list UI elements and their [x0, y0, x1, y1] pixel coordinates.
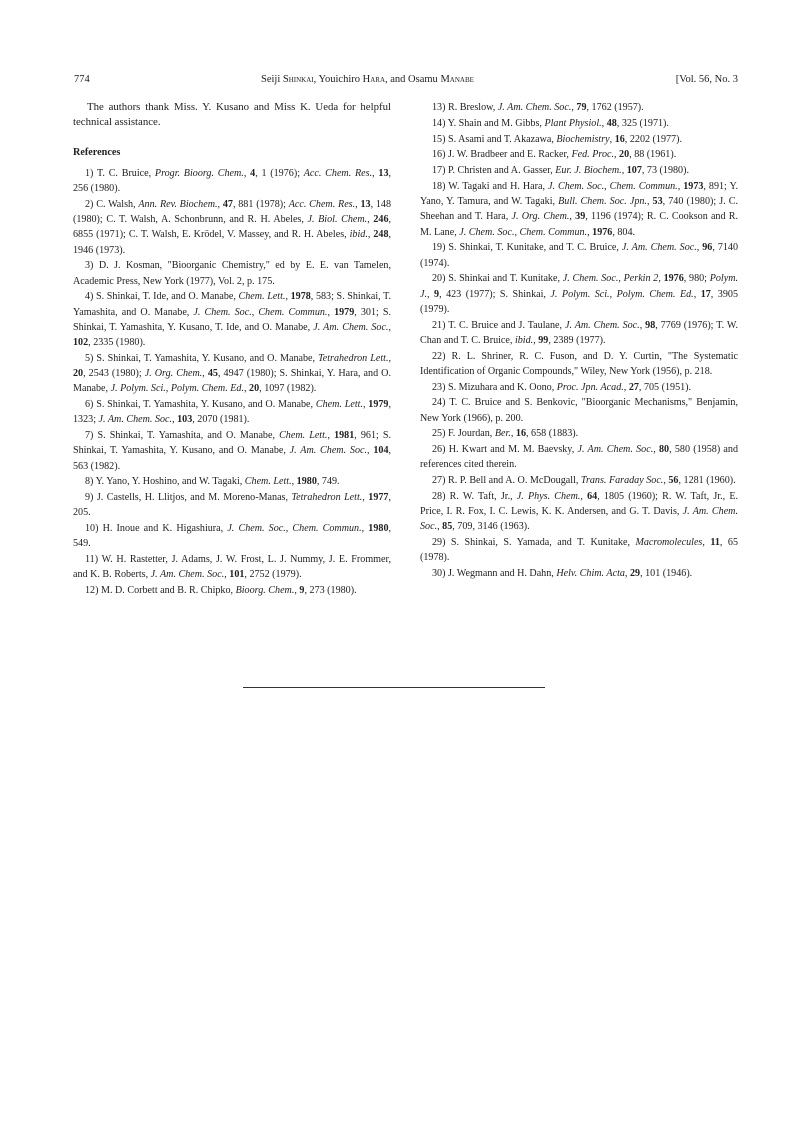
reference-number: 23) — [432, 381, 446, 393]
reference-item — [420, 116, 738, 131]
reference-number: 1) — [85, 167, 94, 179]
reference-text: W. Tagaki and H. Hara, J. Chem. Soc., Chem. Commun., 1973, 891; Y. Yano, Y. Tamura, and W. Tagaki, Bull. Chem. Soc. Jpn., 53, 740 (1980); J. C. Sheehan and T. Hara, J. Org. Chem., 39, 1196 (1974); R. C. Cookson and R. M. Lane, J. Chem. Soc., Chem. Commun., 1976, 804. — [420, 180, 738, 238]
reference-text: W. H. Rastetter, J. Adams, J. W. Frost, L. J. Nummy, J. E. Frommer, and K. B. Roberts, J. Am. Chem. Soc., 101, 2752 (1979). — [73, 554, 391, 581]
left-column — [73, 100, 391, 599]
reference-number: 10) — [85, 523, 99, 535]
reference-number: 15) — [432, 133, 446, 145]
reference-text: R. P. Bell and A. O. McDougall, Trans. Faraday Soc., 56, 1281 (1960). — [445, 475, 736, 486]
reference-item — [420, 395, 738, 426]
reference-item — [420, 535, 738, 566]
reference-list-left — [73, 166, 391, 599]
reference-number: 3) — [85, 260, 94, 272]
author-1-surname: Shinkai — [282, 74, 314, 85]
reference-item — [73, 428, 391, 474]
reference-number: 17) — [432, 165, 446, 176]
reference-number: 28) — [432, 490, 446, 502]
reference-text: F. Jourdan, Ber., 16, 658 (1883). — [445, 428, 579, 440]
reference-text: T. C. Bruice and J. Taulane, J. Am. Chem. Soc., 98, 7769 (1976); T. W. Chan and T. C. Bruice, ibid., 99, 2389 (1977). — [420, 319, 739, 346]
reference-number: 13) — [432, 102, 446, 113]
reference-text: T. C. Bruice and S. Benkovic, "Bioorganic Mechanisms," Benjamin, New York (1966), p. 200. — [420, 397, 738, 424]
reference-item — [420, 426, 738, 441]
volume-issue: [Vol. 56, No. 3 — [675, 74, 738, 85]
author-2-given: , Youichiro — [313, 74, 363, 85]
reference-number: 14) — [432, 117, 446, 129]
reference-number: 30) — [432, 568, 446, 579]
reference-text: R. L. Shriner, R. C. Fuson, and D. Y. Curtin, "The Systematic Identification of Organic Compounds," Wiley, New York (1956), p. 218. — [420, 350, 738, 377]
reference-item — [73, 552, 391, 583]
author-3-given: , and Osamu — [385, 74, 441, 85]
reference-item — [73, 490, 391, 521]
reference-number: 5) — [85, 352, 94, 364]
reference-number: 19) — [432, 242, 446, 254]
reference-item — [420, 132, 738, 147]
reference-text: T. C. Bruice, Progr. Bioorg. Chem., 4, 1 (1976); Acc. Chem. Res., 13, 256 (1980). — [73, 167, 392, 195]
reference-item — [420, 100, 738, 115]
reference-item — [420, 163, 738, 178]
reference-text: S. Shinkai, S. Yamada, and T. Kunitake, Macromolecules, 11, 65 (1978). — [420, 537, 739, 564]
reference-text: D. J. Kosman, "Bioorganic Chemistry," ed by E. E. van Tamelen, Academic Press, New York (1977), Vol. 2, p. 175. — [73, 260, 391, 287]
reference-number: 16) — [432, 149, 446, 161]
reference-number: 27) — [432, 475, 446, 486]
reference-text: J. W. Bradbeer and E. Racker, Fed. Proc., 20, 88 (1961). — [445, 149, 677, 161]
reference-item — [420, 473, 738, 488]
reference-number: 21) — [432, 319, 446, 331]
reference-item — [420, 489, 738, 535]
reference-text: C. Walsh, Ann. Rev. Biochem., 47, 881 (1978); Acc. Chem. Res., 13, 148 (1980); C. T. Walsh, A. Schonbrunn, and R. H. Abeles, J. Biol. Chem., 246, 6855 (1971); C. T. Walsh, E. Krödel, V. Massey, and R. H. Abeles, ibid., 248, 1946 (1973). — [73, 198, 392, 256]
reference-number: 22) — [432, 350, 446, 362]
reference-number: 25) — [432, 428, 446, 440]
reference-number: 6) — [85, 399, 94, 411]
reference-text: M. D. Corbett and B. R. Chipko, Bioorg. Chem., 9, 273 (1980). — [98, 585, 357, 597]
reference-text: R. Breslow, J. Am. Chem. Soc., 79, 1762 (1957). — [445, 102, 644, 113]
reference-number: 29) — [432, 537, 446, 548]
reference-text: P. Christen and A. Gasser, Eur. J. Biochem., 107, 73 (1980). — [445, 165, 689, 176]
reference-text: H. Inoue and K. Higashiura, J. Chem. Soc., Chem. Commun., 1980, 549. — [73, 523, 392, 550]
author-1-given: Seiji — [261, 74, 283, 85]
reference-text: S. Shinkai and T. Kunitake, J. Chem. Soc., Perkin 2, 1976, 980; Polym. J., 9, 423 (1977); S. Shinkai, J. Polym. Sci., Polym. Chem. Ed., 17, 3905 (1979). — [420, 273, 739, 315]
reference-item — [420, 271, 738, 317]
reference-text: J. Wegmann and H. Dahn, Helv. Chim. Acta, 29, 101 (1946). — [445, 568, 693, 579]
reference-text: Y. Yano, Y. Hoshino, and W. Tagaki, Chem. Lett., 1980, 749. — [93, 476, 340, 488]
reference-text: S. Shinkai, T. Yamashita, and O. Manabe, Chem. Lett., 1981, 961; S. Shinkai, T. Yamashita, Y. Kusano, and O. Manabe, J. Am. Chem. Soc., 104, 563 (1982). — [73, 430, 392, 472]
reference-number: 20) — [432, 273, 446, 285]
reference-number: 9) — [85, 492, 94, 504]
reference-item — [420, 179, 738, 240]
reference-text: S. Shinkai, T. Kunitake, and T. C. Bruice, J. Am. Chem. Soc., 96, 7140 (1974). — [420, 242, 739, 269]
end-rule — [243, 687, 545, 688]
reference-item — [73, 197, 391, 258]
page-number: 774 — [74, 74, 90, 85]
reference-list-right — [420, 100, 738, 581]
reference-number: 2) — [85, 198, 94, 210]
references-heading: References — [73, 146, 121, 158]
reference-text: R. W. Taft, Jr., J. Phys. Chem., 64, 1805 (1960); R. W. Taft, Jr., E. Price, I. R. Fox, I. C. Lewis, K. K. Andersen, and G. T. Davis, J. Am. Chem. Soc., 85, 709, 3146 (1963). — [420, 490, 739, 533]
reference-number: 24) — [432, 397, 446, 409]
reference-text: S. Shinkai, T. Yamashita, Y. Kusano, and O. Manabe, Tetrahedron Lett., 20, 2543 (1980); J. Org. Chem., 45, 4947 (1980); S. Shinkai, Y. Hara, and O. Manabe, J. Polym. Sci., Polym. Chem. Ed., 20, 1097 (1982). — [73, 352, 392, 395]
reference-item — [73, 521, 391, 552]
reference-text: Y. Shain and M. Gibbs, Plant Physiol., 48, 325 (1971). — [445, 117, 669, 129]
acknowledgment: The authors thank Miss. Y. Kusano and Miss K. Ueda for helpful technical assistance. — [73, 101, 391, 129]
reference-number: 26) — [432, 444, 446, 455]
header-authors — [261, 72, 474, 88]
reference-number: 11) — [85, 554, 99, 566]
reference-number: 18) — [432, 180, 446, 192]
reference-item — [73, 397, 391, 428]
reference-item — [420, 380, 738, 395]
reference-item — [420, 318, 738, 349]
reference-number: 12) — [85, 585, 99, 597]
reference-item — [420, 442, 738, 473]
reference-text: S. Mizuhara and K. Oono, Proc. Jpn. Acad., 27, 705 (1951). — [445, 381, 692, 393]
author-2-surname: Hara — [362, 74, 386, 85]
reference-item — [420, 240, 738, 271]
reference-number: 8) — [85, 476, 94, 488]
reference-item — [73, 583, 391, 598]
running-header — [74, 72, 738, 88]
reference-text: S. Shinkai, T. Ide, and O. Manabe, Chem. Lett., 1978, 583; S. Shinkai, T. Yamashita, and O. Manabe, J. Chem. Soc., Chem. Commun., 1979, 301; S. Shinkai, T. Yamashita, Y. Kusano, T. Ide, and O. Manabe, J. Am. Chem. Soc., 102, 2335 (1980). — [73, 291, 392, 349]
reference-item — [73, 166, 391, 197]
reference-item — [73, 351, 391, 397]
reference-item — [73, 258, 391, 289]
reference-text: J. Castells, H. Llitjos, and M. Moreno-Manas, Tetrahedron Lett., 1977, 205. — [73, 492, 391, 519]
reference-text: H. Kwart and M. M. Baevsky, J. Am. Chem. Soc., 80, 580 (1958) and references cited therein. — [420, 444, 739, 471]
reference-item — [420, 566, 738, 581]
reference-item — [420, 147, 738, 162]
reference-text: S. Shinkai, T. Yamashita, Y. Kusano, and O. Manabe, Chem. Lett., 1979, 1323; J. Am. Chem. Soc., 103, 2070 (1981). — [73, 399, 391, 426]
reference-item — [420, 349, 738, 380]
reference-number: 4) — [85, 291, 94, 303]
reference-item — [73, 289, 391, 350]
reference-number: 7) — [85, 430, 94, 442]
author-3-surname: Manabe — [440, 74, 474, 85]
reference-text: S. Asami and T. Akazawa, Biochemistry, 16, 2202 (1977). — [445, 133, 682, 145]
reference-item — [73, 474, 391, 489]
right-column — [420, 100, 738, 582]
